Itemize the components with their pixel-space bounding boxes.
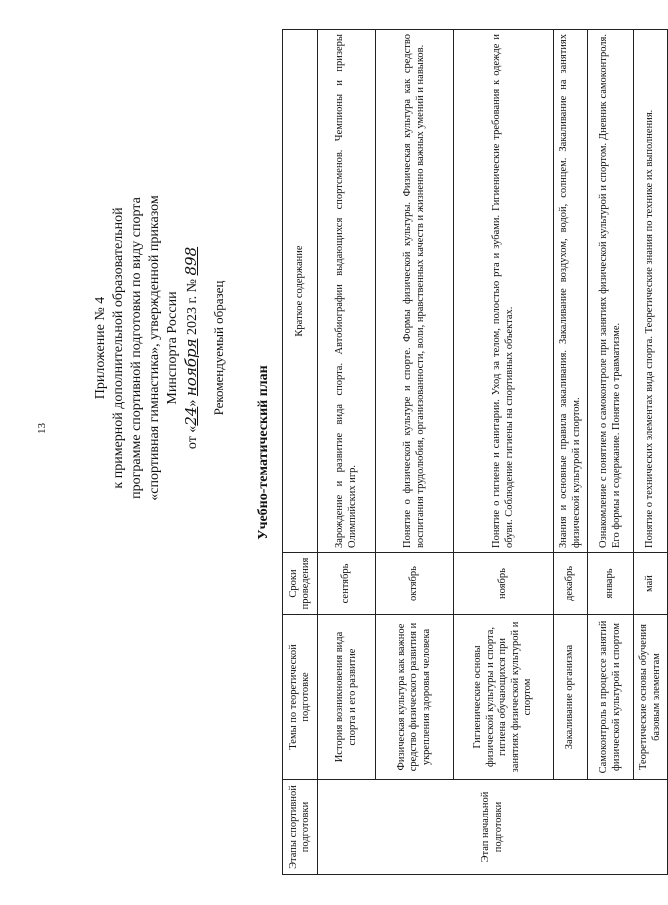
recommended-sample: Рекомендуемый образец [211, 280, 226, 416]
table-row [318, 30, 376, 875]
content-cell: Понятие о технических элементах вида спорта. Теоретические знания по технике их выполнения. [634, 30, 668, 553]
content-cell: Знания и основные правила закаливания. Закаливание воздухом, водой, солнцем. Закаливание на занятиях физической культурой и спортом. [554, 30, 588, 553]
date-year: 2023 г. № [185, 275, 200, 339]
topic-cell: Теоретические основы обучения базовым элементам [634, 615, 668, 780]
content-cell: Понятие о гигиене и санитарии. Уход за телом, полостью рта и зубами. Гигиенические требования к одежде и обуви. Соблюдение гигиены на спортивных объектах. [454, 30, 554, 553]
month-cell: декабрь [554, 553, 588, 615]
page-number: 13 [36, 423, 48, 434]
table-row [634, 30, 668, 875]
month-cell: октябрь [376, 553, 454, 615]
topic-cell: Закаливание организма [554, 615, 588, 780]
month-cell: сентябрь [318, 553, 376, 615]
topic-cell: Гигиенические основы физической культуры и спорта, гигиена обучающихся при занятиях физической культурой и спортом [454, 615, 554, 780]
column-header: Сроки проведения [283, 553, 318, 615]
date-prefix: от « [185, 425, 200, 450]
appendix-title: Приложение № 4 [93, 296, 108, 400]
table-row [454, 30, 554, 875]
topic-cell: История возникновения вида спорта и его развитие [318, 615, 376, 780]
appendix-line: программе спортивной подготовки по виду спорта [129, 197, 144, 499]
handwritten-order-number: 898 [182, 246, 200, 276]
plan-table [282, 29, 668, 875]
month-cell: май [634, 553, 668, 615]
handwritten-month: ноября [182, 338, 200, 397]
column-header: Краткое содержание [283, 30, 318, 553]
appendix-line: к примерной дополнительной образовательной [111, 207, 126, 489]
content-cell: Зарождение и развитие вида спорта. Автобиографии выдающихся спортсменов. Чемпионы и призеры Олимпийских игр. [318, 30, 376, 553]
month-cell: ноябрь [454, 553, 554, 615]
handwritten-day: 24 [182, 406, 200, 426]
table-header-row [283, 30, 318, 875]
content-cell: Понятие о физической культуре и спорте. Формы физической культуры. Физическая культура как средство воспитания трудолюбия, организованности, воли, нравственных качеств и жизненно важных умений и навыков. [376, 30, 454, 553]
topic-cell: Физическая культура как важное средство физического развития и укрепления здоровья человека [376, 615, 454, 780]
content-cell: Ознакомление с понятием о самоконтроле при занятиях физической культурой и спортом. Дневник самоконтроля. Его формы и содержание. Понятие о травматизме. [588, 30, 634, 553]
topic-cell: Самоконтроль в процессе занятий физической культурой и спортом [588, 615, 634, 780]
appendix-line: Минспорта России [165, 291, 180, 405]
appendix-header [92, 168, 228, 528]
date-mid: » [185, 396, 200, 407]
table-row [588, 30, 634, 875]
column-header: Темы по теоретической подготовке [283, 615, 318, 780]
column-header: Этапы спортивной подготовки [283, 780, 318, 875]
month-cell: январь [588, 553, 634, 615]
table-row [554, 30, 588, 875]
plan-title: Учебно-тематический план [256, 365, 271, 540]
order-date-line [182, 168, 202, 528]
stage-cell: Этап начальной подготовки [318, 780, 668, 875]
appendix-line: «спортивная гимнастика», утвержденной приказом [147, 195, 162, 501]
table-row [376, 30, 454, 875]
